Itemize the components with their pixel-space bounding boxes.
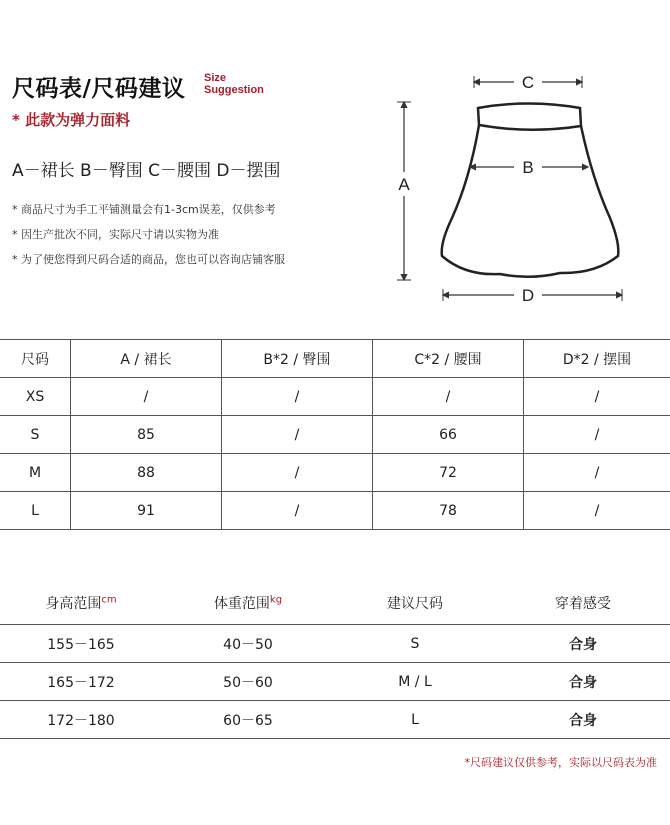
unit-kg: kg	[269, 594, 283, 606]
note-batch-difference: * 因生产批次不同，实际尺寸请以实物为准	[12, 228, 219, 241]
recommendation-header	[0, 582, 670, 625]
cell: 50－60	[162, 663, 334, 701]
cell: /	[524, 492, 670, 530]
cell: L	[0, 492, 71, 530]
skirt-diagram	[390, 68, 640, 318]
skirt-body	[442, 125, 619, 277]
cell: 165－172	[0, 663, 162, 701]
cell: M / L	[334, 663, 496, 701]
cell: 合身	[496, 701, 670, 739]
measurement-legend: A－裙长 B－臀围 C－腰围 D－摆围	[12, 161, 281, 181]
skirt-outline	[478, 104, 581, 130]
title-english-line-2: Suggestion	[204, 84, 264, 96]
cell: S	[0, 416, 71, 454]
cell: 91	[71, 492, 222, 530]
note-measurement-error: * 商品尺寸为手工平铺测量会有1-3cm误差，仅供参考	[12, 203, 276, 216]
table-row	[0, 492, 670, 530]
note-contact-service: * 为了使您得到尺码合适的商品，您也可以咨询店铺客服	[12, 253, 285, 266]
header-height-label: 身高范围	[45, 596, 102, 612]
title-english	[204, 72, 264, 96]
cell: 72	[373, 454, 524, 492]
cell: 66	[373, 416, 524, 454]
header-weight-label: 体重范围	[213, 596, 270, 612]
table-row	[0, 378, 670, 416]
cell: 155－165	[0, 625, 162, 663]
cell: 172－180	[0, 701, 162, 739]
unit-cm: cm	[101, 594, 117, 606]
table-row	[0, 625, 670, 663]
cell: L	[334, 701, 496, 739]
elastic-fabric-note: * 此款为弹力面料	[12, 111, 131, 129]
table-row	[0, 701, 670, 739]
cell: 88	[71, 454, 222, 492]
cell: 合身	[496, 625, 670, 663]
page-title: 尺码表/尺码建议	[12, 76, 186, 102]
label-b: B	[522, 158, 534, 177]
cell: /	[71, 378, 222, 416]
header-weight	[162, 582, 334, 625]
label-d: D	[521, 286, 535, 305]
footer-disclaimer: *尺码建议仅供参考，实际以尺码表为准	[464, 756, 657, 769]
label-a: A	[398, 175, 410, 194]
cell: /	[222, 454, 373, 492]
table-row	[0, 454, 670, 492]
cell: S	[334, 625, 496, 663]
cell: /	[524, 378, 670, 416]
title-english-line-1: Size	[204, 72, 227, 84]
recommendation-table	[0, 582, 670, 739]
cell: /	[524, 416, 670, 454]
header-height	[0, 582, 162, 625]
cell: 40－50	[162, 625, 334, 663]
label-c: C	[521, 73, 535, 92]
cell: 78	[373, 492, 524, 530]
table-row	[0, 663, 670, 701]
cell: /	[222, 492, 373, 530]
cell: M	[0, 454, 71, 492]
header-fit-feeling: 穿着感受	[496, 582, 670, 625]
header-length: A / 裙长	[71, 340, 222, 378]
cell: 合身	[496, 663, 670, 701]
size-table	[0, 339, 670, 530]
cell: /	[222, 378, 373, 416]
header-hem: D*2 / 摆围	[524, 340, 670, 378]
table-row	[0, 416, 670, 454]
cell: /	[222, 416, 373, 454]
cell: 85	[71, 416, 222, 454]
size-table-header	[0, 340, 670, 378]
cell: /	[373, 378, 524, 416]
cell: 60－65	[162, 701, 334, 739]
header-hip: B*2 / 臀围	[222, 340, 373, 378]
header-size: 尺码	[0, 340, 71, 378]
cell: /	[524, 454, 670, 492]
header-waist: C*2 / 腰围	[373, 340, 524, 378]
cell: XS	[0, 378, 71, 416]
header-suggested-size: 建议尺码	[334, 582, 496, 625]
